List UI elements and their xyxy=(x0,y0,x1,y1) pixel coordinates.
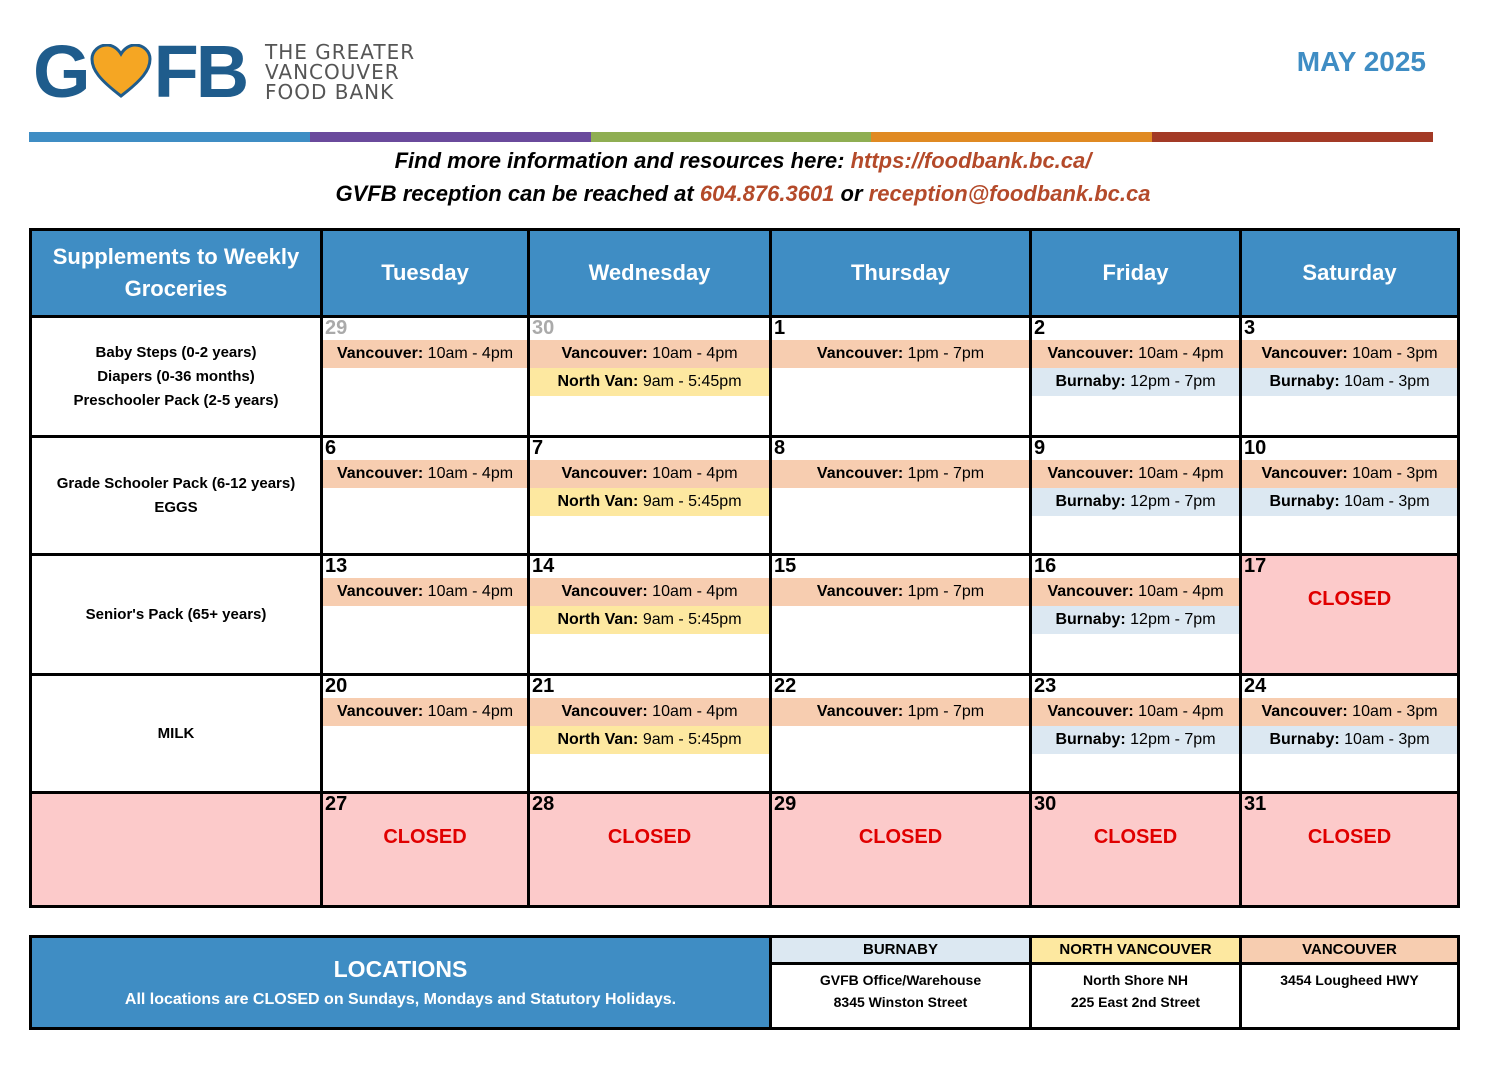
day-cell xyxy=(1031,437,1241,555)
hours-slot xyxy=(1032,726,1239,754)
locations-panel xyxy=(31,937,771,1029)
stripe-segment xyxy=(591,132,872,142)
program-label: Diapers (0-36 months) xyxy=(97,367,255,385)
calendar-table xyxy=(29,228,1460,908)
hours-slot xyxy=(530,698,769,726)
locations-title: LOCATIONS xyxy=(333,956,468,982)
address-line: 225 East 2nd Street xyxy=(1070,994,1201,1010)
logo-tagline xyxy=(265,42,415,102)
hours-slot xyxy=(323,340,527,368)
hours-slot xyxy=(1242,460,1457,488)
tagline-line: FOOD BANK xyxy=(265,80,395,104)
program-label: MILK xyxy=(157,724,195,742)
day-number: 13 xyxy=(325,555,348,577)
logo-letters xyxy=(33,32,246,112)
day-header: Wednesday xyxy=(529,230,771,317)
location-name: Burnaby: xyxy=(1055,493,1126,510)
location-name: Vancouver: xyxy=(1261,465,1348,482)
location-name: Vancouver: xyxy=(816,583,904,600)
day-header: Thursday xyxy=(771,230,1031,317)
day-number: 6 xyxy=(325,437,337,459)
program-label: Preschooler Pack (2-5 years) xyxy=(73,391,279,409)
hours-slot xyxy=(1032,488,1239,516)
day-number: 28 xyxy=(532,793,555,815)
day-cell xyxy=(322,317,529,437)
location-name: Vancouver: xyxy=(1047,345,1134,362)
hours-time: 1pm - 7pm xyxy=(907,583,985,600)
day-cell xyxy=(1241,437,1459,555)
day-number: 16 xyxy=(1034,555,1057,577)
day-cell xyxy=(1241,675,1459,793)
location-name: Burnaby: xyxy=(1269,373,1340,390)
hours-time: 10am - 4pm xyxy=(1138,345,1224,362)
burnaby-address xyxy=(771,964,1031,1029)
tagline-line: THE GREATER xyxy=(265,40,416,64)
day-header: Saturday xyxy=(1241,230,1459,317)
week-label xyxy=(31,793,322,907)
info-text: Find more information and resources here: xyxy=(394,148,845,173)
day-number: 8 xyxy=(774,437,786,459)
day-number: 14 xyxy=(532,555,555,577)
closed-label: CLOSED xyxy=(383,826,467,848)
day-cell xyxy=(1031,317,1241,437)
hours-time: 10am - 3pm xyxy=(1344,373,1430,390)
hours-time: 12pm - 7pm xyxy=(1130,731,1216,748)
day-number: 21 xyxy=(532,675,555,697)
day-cell xyxy=(322,555,529,675)
hours-slot xyxy=(530,368,769,396)
location-name: North Van: xyxy=(557,731,639,748)
hours-time: 10am - 4pm xyxy=(652,583,738,600)
hours-time: 10am - 4pm xyxy=(1138,465,1224,482)
hours-time: 10am - 4pm xyxy=(652,703,738,720)
hours-time: 1pm - 7pm xyxy=(907,703,985,720)
heart-icon xyxy=(88,32,154,92)
closed-label: CLOSED xyxy=(607,826,692,848)
address-line: North Shore NH xyxy=(1083,972,1188,988)
calendar-week-row xyxy=(31,675,1459,793)
hours-time: 9am - 5:45pm xyxy=(642,731,742,748)
day-cell xyxy=(1241,555,1459,675)
location-name: Vancouver: xyxy=(816,345,904,362)
hours-time: 10am - 3pm xyxy=(1344,493,1430,510)
hours-slot xyxy=(1032,368,1239,396)
day-cell xyxy=(529,317,771,437)
address-line: 3454 Lougheed HWY xyxy=(1280,972,1419,988)
day-number: 15 xyxy=(774,555,797,577)
closed-label: CLOSED xyxy=(1307,826,1392,848)
location-name: Burnaby: xyxy=(1055,611,1126,628)
hours-time: 10am - 4pm xyxy=(427,703,514,720)
location-name: Vancouver: xyxy=(336,583,424,600)
hours-slot xyxy=(772,698,1029,726)
location-name: Burnaby: xyxy=(1269,731,1340,748)
hours-time: 10am - 3pm xyxy=(1344,731,1430,748)
location-name: Vancouver: xyxy=(816,703,904,720)
day-cell xyxy=(1241,793,1459,907)
day-cell xyxy=(771,675,1031,793)
hours-slot xyxy=(772,340,1029,368)
day-cell xyxy=(322,675,529,793)
hours-slot xyxy=(1032,340,1239,368)
hours-slot xyxy=(530,606,769,634)
hours-time: 1pm - 7pm xyxy=(907,345,985,362)
hours-time: 12pm - 7pm xyxy=(1130,493,1216,510)
address-line: GVFB Office/Warehouse xyxy=(819,972,982,988)
location-name: Burnaby: xyxy=(1055,731,1126,748)
location-name: Vancouver: xyxy=(816,465,904,482)
north-vancouver-heading: NORTH VANCOUVER xyxy=(1031,937,1241,964)
hours-time: 9am - 5:45pm xyxy=(642,611,742,628)
day-number: 24 xyxy=(1244,675,1267,697)
week-label xyxy=(31,675,322,793)
day-number: 20 xyxy=(325,675,348,697)
day-cell xyxy=(1031,555,1241,675)
stripe-segment xyxy=(29,132,310,142)
hours-slot xyxy=(1242,340,1457,368)
day-cell xyxy=(529,675,771,793)
hours-time: 9am - 5:45pm xyxy=(642,493,742,510)
hours-time: 12pm - 7pm xyxy=(1130,373,1216,390)
day-number: 29 xyxy=(325,317,348,339)
location-name: Vancouver: xyxy=(336,465,424,482)
program-label: Senior's Pack (65+ years) xyxy=(85,605,267,623)
hours-slot xyxy=(1242,726,1457,754)
info-line-1 xyxy=(0,148,1486,174)
vancouver-heading: VANCOUVER xyxy=(1241,937,1459,964)
day-number: 31 xyxy=(1244,793,1267,815)
day-cell xyxy=(1031,675,1241,793)
day-cell xyxy=(771,437,1031,555)
hours-time: 12pm - 7pm xyxy=(1130,611,1216,628)
logo-letters-fb: FB xyxy=(153,30,247,113)
day-cell xyxy=(771,793,1031,907)
info-text: GVFB reception can be reached at xyxy=(335,181,694,206)
day-number: 1 xyxy=(774,317,786,339)
tagline-line: VANCOUVER xyxy=(265,60,400,84)
day-header: Friday xyxy=(1031,230,1241,317)
calendar-header-row xyxy=(31,230,1459,317)
hours-slot xyxy=(1242,698,1457,726)
location-name: Vancouver: xyxy=(1047,703,1134,720)
day-number: 27 xyxy=(325,793,348,815)
hours-slot xyxy=(1242,368,1457,396)
locations-note: All locations are CLOSED on Sundays, Mondays and Statutory Holidays. xyxy=(124,991,677,1008)
hours-slot xyxy=(530,726,769,754)
calendar-week-row xyxy=(31,793,1459,907)
day-number: 29 xyxy=(774,793,797,815)
location-name: Vancouver: xyxy=(1261,345,1348,362)
north-vancouver-address xyxy=(1031,964,1241,1029)
day-number: 30 xyxy=(532,317,555,339)
email-link[interactable]: reception@foodbank.bc.ca xyxy=(868,181,1151,206)
location-name: North Van: xyxy=(557,493,639,510)
hours-slot xyxy=(1032,698,1239,726)
day-cell xyxy=(529,555,771,675)
hours-slot xyxy=(772,460,1029,488)
calendar-week-row xyxy=(31,555,1459,675)
hours-slot xyxy=(1032,460,1239,488)
locations-table xyxy=(29,935,1460,1030)
hours-slot xyxy=(323,698,527,726)
hours-time: 1pm - 7pm xyxy=(907,465,985,482)
stripe-segment xyxy=(310,132,591,142)
day-cell xyxy=(771,317,1031,437)
week-label xyxy=(31,317,322,437)
location-name: Vancouver: xyxy=(336,703,424,720)
day-cell xyxy=(1031,793,1241,907)
day-number: 30 xyxy=(1034,793,1057,815)
day-number: 10 xyxy=(1244,437,1267,459)
location-name: Vancouver: xyxy=(561,465,648,482)
vancouver-address xyxy=(1241,964,1459,1029)
phone-link[interactable]: 604.876.3601 xyxy=(699,181,835,206)
location-name: Vancouver: xyxy=(561,703,648,720)
hours-slot xyxy=(1032,578,1239,606)
day-cell xyxy=(1241,317,1459,437)
burnaby-heading: BURNABY xyxy=(771,937,1031,964)
location-name: Vancouver: xyxy=(1047,465,1134,482)
location-name: North Van: xyxy=(557,611,639,628)
program-label: Baby Steps (0-2 years) xyxy=(95,343,257,361)
hours-slot xyxy=(1032,606,1239,634)
calendar-week-row xyxy=(31,317,1459,437)
hours-time: 10am - 3pm xyxy=(1352,345,1438,362)
hours-time: 10am - 4pm xyxy=(1138,583,1224,600)
location-name: Burnaby: xyxy=(1269,493,1340,510)
info-text: or xyxy=(840,181,863,206)
calendar-week-row xyxy=(31,437,1459,555)
website-link[interactable]: https://foodbank.bc.ca/ xyxy=(850,148,1092,173)
month-title: MAY 2025 xyxy=(1296,46,1426,77)
stripe-segment xyxy=(1152,132,1433,142)
location-name: Vancouver: xyxy=(561,345,648,362)
address-line: 8345 Winston Street xyxy=(833,994,968,1010)
hours-slot xyxy=(323,578,527,606)
color-stripe xyxy=(29,132,1433,142)
location-name: Vancouver: xyxy=(561,583,648,600)
day-number: 23 xyxy=(1034,675,1057,697)
day-number: 7 xyxy=(532,437,544,459)
week-label xyxy=(31,555,322,675)
logo-letter-g: G xyxy=(33,30,88,113)
day-number: 2 xyxy=(1034,317,1046,339)
day-number: 3 xyxy=(1244,317,1256,339)
closed-label: CLOSED xyxy=(858,826,943,848)
hours-time: 10am - 4pm xyxy=(652,465,738,482)
program-label: EGGS xyxy=(154,498,198,516)
stripe-segment xyxy=(871,132,1152,142)
hours-time: 10am - 3pm xyxy=(1352,703,1438,720)
hours-slot xyxy=(772,578,1029,606)
info-line-2 xyxy=(0,181,1486,207)
day-header: Tuesday xyxy=(322,230,529,317)
corner-heading: Supplements to Weekly Groceries xyxy=(31,230,322,317)
closed-label: CLOSED xyxy=(1307,588,1392,610)
gvfb-logo xyxy=(33,30,433,113)
day-cell xyxy=(529,793,771,907)
day-cell xyxy=(529,437,771,555)
day-number: 22 xyxy=(774,675,797,697)
hours-time: 10am - 4pm xyxy=(1138,703,1224,720)
location-name: Vancouver: xyxy=(1047,583,1134,600)
hours-time: 10am - 4pm xyxy=(427,583,514,600)
location-name: Burnaby: xyxy=(1055,373,1126,390)
location-name: Vancouver: xyxy=(336,345,424,362)
closed-label: CLOSED xyxy=(1093,826,1178,848)
location-name: North Van: xyxy=(557,373,639,390)
hours-slot xyxy=(530,460,769,488)
day-cell xyxy=(771,555,1031,675)
hours-time: 10am - 4pm xyxy=(652,345,738,362)
day-number: 9 xyxy=(1034,437,1046,459)
week-label xyxy=(31,437,322,555)
hours-time: 10am - 4pm xyxy=(427,465,514,482)
hours-slot xyxy=(530,340,769,368)
hours-time: 10am - 3pm xyxy=(1352,465,1438,482)
hours-time: 9am - 5:45pm xyxy=(642,373,742,390)
day-number: 17 xyxy=(1244,555,1267,577)
hours-time: 10am - 4pm xyxy=(427,345,514,362)
hours-slot xyxy=(323,460,527,488)
hours-slot xyxy=(1242,488,1457,516)
location-name: Vancouver: xyxy=(1261,703,1348,720)
day-cell xyxy=(322,437,529,555)
program-label: Grade Schooler Pack (6-12 years) xyxy=(56,474,296,492)
day-cell xyxy=(322,793,529,907)
hours-slot xyxy=(530,488,769,516)
hours-slot xyxy=(530,578,769,606)
